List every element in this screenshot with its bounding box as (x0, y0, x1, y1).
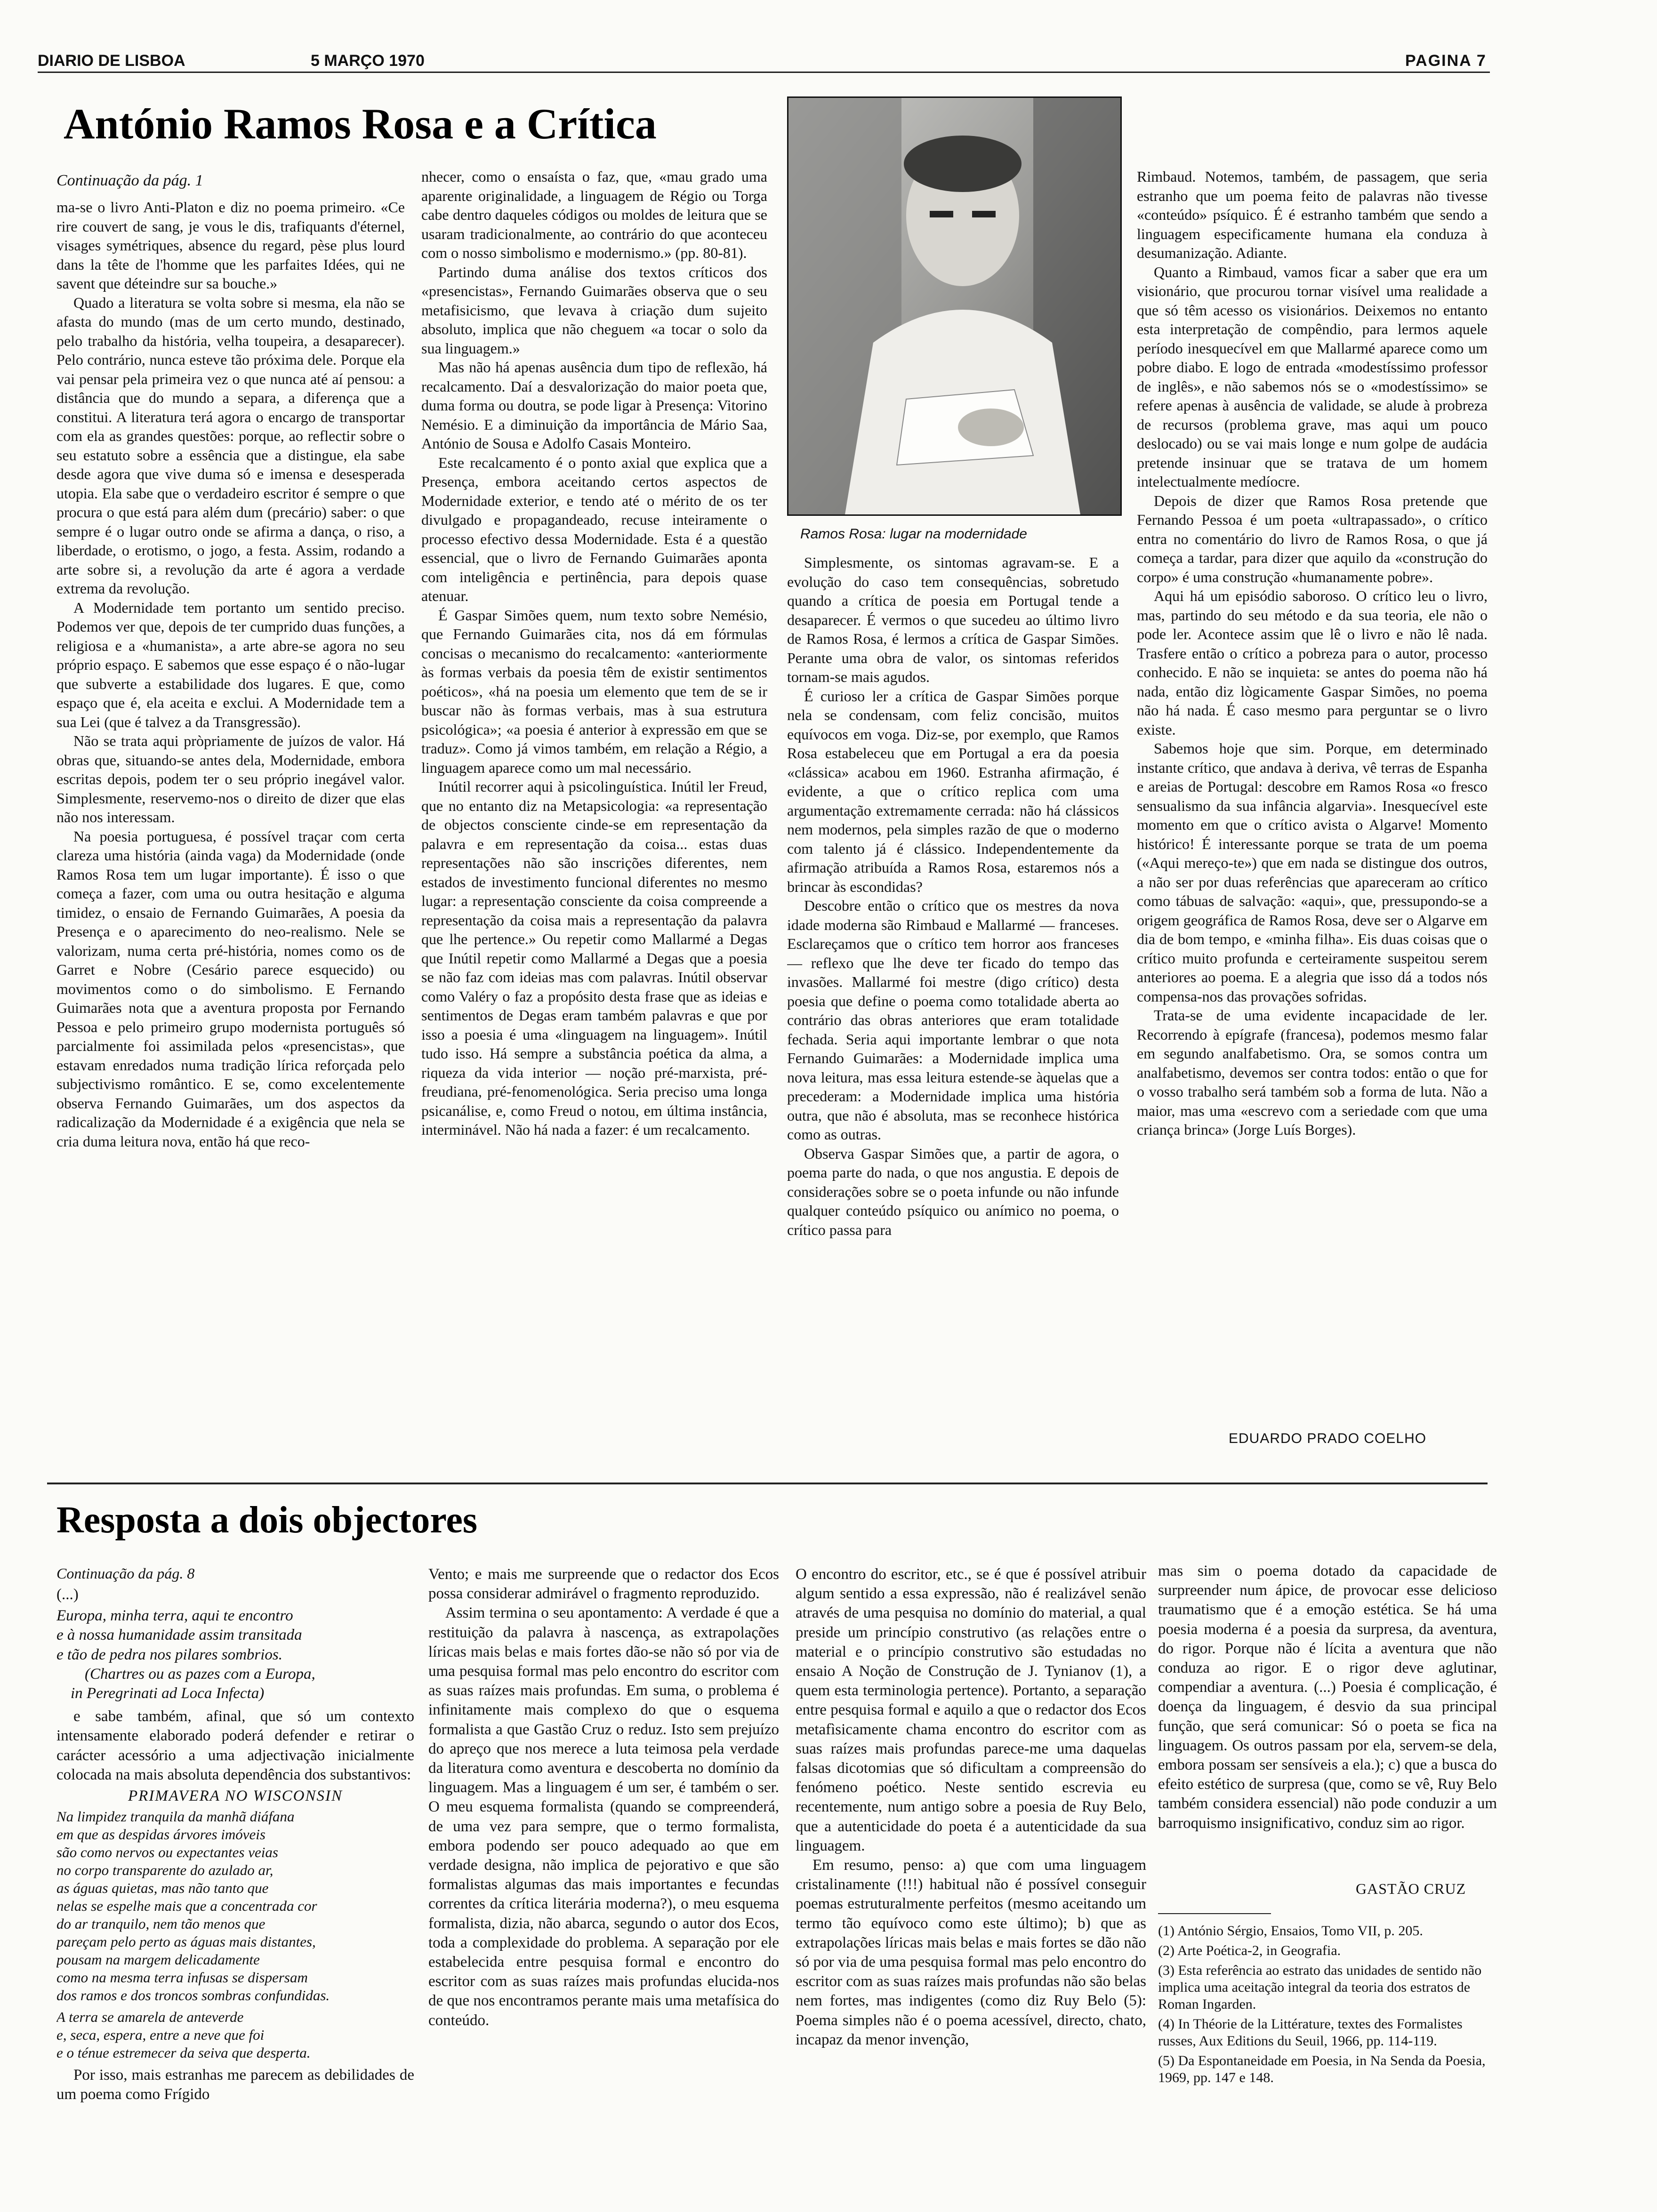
footnote: (4) In Théorie de la Littérature, textes des Formalistes russes, Aux Editions du Seuil, 1966, pp. 114-119. (1158, 2016, 1463, 2049)
paragraph: Observa Gaspar Simões que, a partir de agora, o poema parte do nada, o que nos angustia. E depois de considerações sobre se o poeta infunde ou não infunde qualquer conteúdo psíquico ou anímico no poema, o crítico passa para (787, 1145, 1119, 1238)
paragraph: Na poesia portuguesa, é possível traçar com certa clareza uma história (ainda vaga) da Modernidade (onde Ramos Rosa tem um lugar importante). É isso o que começa a fazer, com uma ou outra hesitação e alguma timidez, o ensaio de Fernando Guimarães, A poesia da Presença e o aparecimento do neo-realismo. Nele se valorizam, numa certa pré-história, nomes como os de Garret e Nobre (Cesário parece esquecido) ou movimentos como o do simbolismo. E Fernando Guimarães nota que a aventura proposta por Fernando Pessoa e pelo primeiro grupo modernista português só parcialmente foi assimilada pelos «presencistas», que estavam enredados numa tradição lírica reforçada pelo subjectivismo romântico. E se, como excelentemente observa Fernando Guimarães, um dos aspectos da radicalização da Modernidade é a exigência que nela se cria duma leitura nova, então há que reco- (56, 827, 405, 1150)
paragraph: Não se trata aqui pròpriamente de juízos de valor. Há obras que, situando-se antes dela, Modernidade, embora escritas depois, podem ter o seu próprio inegável valor. Simplesmente, reservemo-nos o direito de dizer que elas não nos interessam. (56, 732, 405, 825)
author-signature: GASTÃO CRUZ (1356, 1880, 1466, 1897)
continuation-note: Continuação da pág. 8 (56, 1565, 195, 1582)
poem-line: dos ramos e dos troncos sombras confundidas. (56, 1987, 330, 2004)
paragraph: Depois de dizer que Ramos Rosa pretende que Fernando Pessoa é um poeta «ultrapassado», o crítico entra no comentário do livro de Ramos Rosa, o que já começa a tardar, para dizer que aquilo da «construção do corpo» é uma construção «humanamente pobre». (1137, 492, 1488, 585)
footnote: (5) Da Espontaneidade em Poesia, in Na Senda da Poesia, 1969, pp. 147 e 148. (1158, 2053, 1486, 2085)
paragraph: Quanto a Rimbaud, vamos ficar a saber que era um visionário, que procurou tornar visível uma realidade a que só têm acesso os visionários. Deixemos no entanto esta interpretação de compêndio, para lermos aquele período inesquecível em que Mallarmé aparece como um pobre diabo. E logo de entrada «modestíssimo professor de inglês», e não sabemos nós se o «modestíssimo» se refere apenas à ausência de validade, se alude à probreza de recursos (problema grave, mas aqui um pouco deslocado) ou se vai mais longe e num golpe de audácia pretende insinuar que se tratava de um homem intelectualmente medíocre. (1137, 263, 1488, 490)
poem-line: e, seca, espera, entre a neve que foi (56, 2027, 265, 2044)
article2-column-3 (796, 1565, 1146, 2177)
poem-line: Na limpidez tranquila da manhã diáfana (56, 1808, 295, 1825)
page-header (38, 52, 1488, 80)
epigraph-line: (Chartres ou as pazes com a Europa, (85, 1665, 315, 1683)
poem-line: do ar tranquilo, nem tão menos que (56, 1915, 265, 1932)
article1-column-4 (1137, 167, 1488, 1426)
epigraph-line: e tão de pedra nos pilares sombrios. (56, 1646, 283, 1663)
paragraph: Aqui há um episódio saboroso. O crítico leu o livro, mas, partindo do seu método e da sua teoria, ele não o pode ler. Acontece assim que lê o livro e não lê nada. Trasfere então o crítico a pobreza para o autor, processo conhecido. E não se inquieta: se antes do poema não há nada, então diz lògicamente Gaspar Simões, no poema não há nada. É caso mesmo para perguntar se o livro existe. (1137, 587, 1488, 738)
poem-line: A terra se amarela de anteverde (56, 2009, 244, 2026)
footnotes (1158, 1923, 1488, 2089)
paragraph: Trata-se de uma evidente incapacidade de ler. Recorrendo à epígrafe (francesa), podemos mesmo falar em segundo analfabetismo. Ora, se somos contra um analfabetismo, devemos ser contra todos: então o que for o vosso trabalho será também sob a forma de luta. Não a maior, mas uma «escrevo com a seriedade com que uma criança brinca» (Jorge Luís Borges). (1137, 1007, 1488, 1138)
footnote: (1) António Sérgio, Ensaios, Tomo VII, p. 205. (1158, 1923, 1423, 1939)
paragraph: É curioso ler a crítica de Gaspar Simões porque nela se condensam, com feliz concisão, muitos equívocos em voga. Diz-se, por exemplo, que Ramos Rosa estabeleceu que em Portugal a era da poesia «clássica» acabou em 1960. Estranha afirmação, é evidente, a que o crítico replica com uma argumentação extremamente cerrada: não há clássicos nem modernos, pela simples razão de que o moderno com talento já é clássico. Independentemente da afirmação atribuída a Ramos Rosa, estaremos nós a brincar às escondidas? (787, 687, 1119, 895)
article1-column-3 (787, 553, 1119, 1447)
poem-line: em que as despidas árvores imóveis (56, 1826, 265, 1843)
newspaper-name: DIARIO DE LISBOA (38, 52, 185, 70)
paragraph: ma-se o livro Anti-Platon e diz no poema primeiro. «Ce rire couvert de sang, je vous le dis, trafiquants d'éternel, visages symétriques, absence du regard, pèse plus lourd dans la tête de l'homme que les parfaites Idées, qui ne savent que déteindre sur sa bouche.» (56, 199, 405, 292)
article-title-resposta: Resposta a dois objectores (56, 1499, 478, 1541)
poem-line: como na mesma terra infusas se dispersam (56, 1969, 308, 1986)
section-divider (47, 1483, 1488, 1484)
article1-column-2 (421, 167, 767, 1447)
paragraph: Partindo duma análise dos textos críticos dos «presencistas», Fernando Guimarães observa que o seu metafisicismo, que levava à criação dum sujeito absoluto, implica que não cheguem «a tocar o solo da sua linguagem.» (421, 263, 767, 357)
paragraph: Mas não há apenas ausência dum tipo de reflexão, há recalcamento. Daí a desvalorização do maior poeta que, duma forma ou doutra, se pode ligar à Presença: Vitorino Nemésio. E a diminuição da importância de Mário Saa, António de Sousa e Adolfo Casais Monteiro. (421, 359, 767, 452)
photo-caption: Ramos Rosa: lugar na modernidade (800, 526, 1027, 542)
paragraph: Em resumo, penso: a) que com uma linguagem cristalinamente (!!!) habitual não é possível conseguir poemas estruturalmente perfeitos (mesmo aceitando um termo tão equívoco como este último); b) que as extrapolações líricas mais belas e mais fortes se dão não só por via de uma pesquisa formal mas pelo encontro do escritor com as suas raízes mais profundas não são belas nem fortes, mas indigentes (como diz Ruy Belo (5): Poema simples não é o poema acessível, directo, chato, incapaz da menor invenção, (796, 1857, 1146, 2048)
footnote: (2) Arte Poética-2, in Geografia. (1158, 1943, 1341, 1958)
paragraph: Este recalcamento é o ponto axial que explica que a Presença, embora aceitando certos aspectos de Modernidade exterior, e tendo até o mérito de os ter divulgado e propagandeado, recuse inteiramente o processo efectivo dessa Modernidade. Esta é a questão essencial, que o livro de Fernando Guimarães aponta com inteligência e pertinência, para depois quase atenuar. (421, 454, 767, 604)
footnote: (3) Esta referência ao estrato das unidades de sentido não implica uma aceitação integral da teoria dos estratos de Roman Ingarden. (1158, 1963, 1482, 2012)
paragraph: É Gaspar Simões quem, num texto sobre Nemésio, que Fernando Guimarães cita, nos dá em fórmulas concisas o mecanismo do recalcamento: «anteriormente às formas verbais da poesia têm de existir sentimentos poéticos», «há na poesia um elemento que tem de se ir buscar não às formas verbais, mas à sua estrutura psicológica»; «a poesia é anterior à expressão em que se traduz». Como já vimos também, em relação a Régio, a linguagem aparece como um mal necessário. (421, 606, 767, 776)
paragraph: Descobre então o crítico que os mestres da nova idade moderna são Rimbaud e Mallarmé — franceses. Esclareçamos que o crítico tem horror aos franceses — reflexo que lhe deve ter ficado do tempo das invasões. Mallarmé foi mestre (digo crítico) desta poesia que define o poema como totalidade aberta ao contrário das obras anteriores que eram totalidade fechada. Seria aqui importante lembrar o que nota Fernando Guimarães: a Modernidade implica uma nova leitura, mas essa leitura estende-se àquelas que a precederam: a Modernidade implica uma história outra, que não é absoluta, mas se reconhece histórica como as outras. (787, 897, 1119, 1143)
paragraph: A Modernidade tem portanto um sentido preciso. Podemos ver que, depois de ter cumprido duas funções, a religiosa e a «humanista», a arte abre-se agora no seu próprio espaço. E sabemos que esse espaço é o não-lugar que subverte a estabilidade dos lugares. E que, como espaço que é, ela aceita e exclui. A Modernidade tem a sua Lei (que é talvez a da Transgressão). (56, 599, 405, 730)
paragraph: Quado a literatura se volta sobre si mesma, ela não se afasta do mundo (mas de um certo mundo, destinado, pelo trabalho da história, velha toupeira, a desaparecer). Pelo contrário, nunca esteve tão próxima dele. Porque ela vai pensar pela primeira vez o que nunca até aí pensou: a distância que do mundo a separa, a diferença que a constitui. A literatura terá agora o encargo de transportar com ela as grandes questões: porque, ao reflectir sobre o seu estatuto sobre a essência que a distingue, ela sabe desde agora que vive duma só e imensa e desesperada utopia. Ela sabe que o verdadeiro escritor é sempre o que procura o que está para além dum (precário) saber: o que sempre é o lugar outro onde se afirma a dança, o riso, a liberdade, o erotismo, o jogo, a festa. Assim, rodando a arte sobre si, a revolução da arte é agora a verdade extrema da revolução. (56, 294, 405, 597)
header-rule (38, 72, 1490, 73)
ramos-rosa-photo (787, 96, 1122, 516)
epigraph-line: Europa, minha terra, aqui te encontro (56, 1607, 293, 1625)
article1-column-1 (56, 198, 405, 1440)
paragraph: Simplesmente, os sintomas agravam-se. E a evolução do caso tem consequências, sobretudo quando a crítica de poesia em Portugal tende a desaparecer. É vermos o que sucedeu ao último livro de Ramos Rosa, é lermos a crítica de Gaspar Simões. Perante uma obra de valor, os sintomas referidos tornam-se mais agudos. (787, 554, 1119, 685)
paragraph: Assim termina o seu apontamento: A verdade é que a restituição da palavra à nascença, as extrapolações líricas mais belas e mais fortes dão-se não só por via de uma pesquisa formal mas pelo encontro do escritor com as suas raízes mais profundas. Em suma, o problema é infinitamente mais complexo do que o esquema formalista a que Gastão Cruz o reduz. Isto sem prejuízo do apreço que nos merece a luta teimosa pela verdade da literatura como aventura e descoberta no domínio da linguagem. Mas a linguagem é um ser, é também o ser. O meu esquema formalista (quando se compreenderá, de uma vez para sempre, que o termo formalista, embora podendo ser pouco adequado ao que em verdade designa, não implica de pejorativo e que são formalistas algumas das mais importantes e fecundas correntes da crítica literária moderna?), o meu esquema formalista, dizia, não abarca, segundo o autor dos Ecos, toda a complexidade do problema. A separação por ele estabelecida entre pesquisa formal e encontro do escritor com as suas raízes mais profundas elucida-nos de que nos encontramos perante mais uma metafísica do conteúdo. (428, 1604, 779, 2029)
poem-line: pousam na margem delicadamente (56, 1951, 260, 1968)
poem-line: no corpo transparente do azulado ar, (56, 1862, 273, 1879)
epigraph-line: in Peregrinati ad Loca Infecta) (71, 1685, 265, 1702)
paragraph: O encontro do escritor, etc., se é que é possível atribuir algum sentido a essa expressão, não é realizável senão através de uma pesquisa no domínio do material, a qual preside um princípio construtivo (as relações entre o material e o princípio construtivo são estudadas no ensaio A Noção de Construção de J. Tynianov (1), a quem esta terminologia pertence). Portanto, a separação entre pesquisa formal e aquilo a que o redactor dos Ecos metafìsicamente chama encontro do escritor com as suas raízes mais profundas parece-me uma daquelas falsas dicotomias que só dificultam a compreensão do fenómeno poético. Neste sentido escrevia eu recentemente, num antigo sobre a poesia de Ruy Belo, que a autenticidade do poeta é a autenticidade da sua linguagem. (796, 1566, 1146, 1854)
epigraph-line: e à nossa humanidade assim transitada (56, 1627, 302, 1644)
paragraph: Rimbaud. Notemos, também, de passagem, que seria estranho que um poema feito de palavras não tivesse «conteúdo» psíquico. É é estranho também que sendo a linguagem especificamente humana ela conduza à desumanização. Adiante. (1137, 168, 1488, 261)
paragraph: Por isso, mais estranhas me parecem as debilidades de um poema como Frígido (56, 2067, 414, 2103)
paragraph: e sabe também, afinal, que só um contexto intensamente elaborado poderá defender e retirar o carácter acessório a uma adjectivação inicialmente colocada na mais absoluta dependência dos substantivos: (56, 1708, 414, 1783)
paragraph: nhecer, como o ensaísta o faz, que, «mau grado uma aparente originalidade, a linguagem de Régio ou Torga cabe dentro daqueles códigos ou moldes de leitura que se usaram tradicionalmente, ao contrário do que aconteceu com o nosso simbolismo e modernismo.» (pp. 80-81). (421, 168, 767, 261)
article2-column-2 (428, 1565, 779, 2177)
ellipsis: (...) (56, 1586, 79, 1603)
page-number: PAGINA 7 (1405, 52, 1487, 70)
poem-line: e o ténue estremecer da seiva que desperta. (56, 2044, 311, 2061)
paragraph: mas sim o poema dotado da capacidade de surpreender num ápice, de provocar esse delicioso traumatismo que é a emoção estética. Se há uma poesia moderna é a poesia da surpresa, da aventura, do rigor. Porque não é lícita a aventura que não conduza ao rigor. E o rigor deve aglutinar, compendiar a aventura. (...) Poesia é complicação, é doença da linguagem, é desvio da sua principal função, que será comunicar: Só o poeta se fica na linguagem. Os outros passam por ela, servem-se dela, embora possam ser sensíveis a ela.); c) que a busca do efeito estético de surpresa (que, como se vê, Ruy Belo também considera essencial) não pode conduzir a um barroquismo insignificativo, conduz sim ao rigor. (1158, 1563, 1497, 1832)
notes-divider (1158, 1913, 1271, 1914)
paragraph: Sabemos hoje que sim. Porque, em determinado instante crítico, que andava à deriva, vê terras de Espanha e areias de Portugal: descobre em Ramos Rosa «o fresco sensualismo da sua infância algarvia». Inesquecível este momento em que o crítico avista o Algarve! Momento histórico! É interessante porque se trata de um poema («Aqui mereço-te») que em nada se distingue dos outros, a não ser por duas referências que apareceram ao crítico como tábuas de salvação: «aqui», que, pressupondo-se a origem geográfica de Ramos Rosa, deve ser o Algarve em dia de bom tempo, e «minha filha». Eis duas coisas que o crítico muito profunda e certeiramente suspeitou serem anteriores ao poema. E a alegria que isso dá a todos nós compensa-nos das provações sofridas. (1137, 740, 1488, 1005)
poem-title: PRIMAVERA NO WISCONSIN (128, 1787, 343, 1805)
paragraph: Vento; e mais me surpreende que o redactor dos Ecos possa considerar admirável o fragmento reproduzido. (428, 1566, 779, 1603)
continuation-note: Continuação da pág. 1 (56, 172, 203, 189)
poem (56, 1808, 414, 2062)
author-signature: EDUARDO PRADO COELHO (1229, 1431, 1427, 1446)
paragraph: Inútil recorrer aqui à psicolinguística. Inútil ler Freud, que no entanto diz na Metapsicologia: «a representação de objectos consciente cinde-se em representação da palavra e em representação da coisa... estas duas representações não são inscrições diferentes, nem estados de investimento funcional diferentes no mesmo lugar: a representação consciente da coisa compreende a representação da coisa mais a representação da palavra que lhe pertence.» Ou repetir como Mallarmé a Degas que Inútil repetir como Mallarmé a Degas que a poesia se não faz com ideias mas com palavras. Inútil observar como Valéry o faz a propósito desta frase que as ideias e sentimentos de Degas eram também palavras e que por isso a poesia é uma «linguagem na linguagem». Inútil tudo isso. Há sempre a substância poética da alma, a riqueza da vida interior — noção pré-marxista, pré-freudiana, pré-fenomenológica. Seria preciso uma longa psicanálise, e, como Freud o notou, em última instância, interminável. Não há nada a fazer: é um recalcamento. (421, 778, 767, 1138)
article2-column-4 (1158, 1562, 1497, 1872)
poem-line: nelas se espelhe mais que a concentrada cor (56, 1898, 317, 1915)
poem-line: as águas quietas, mas não tanto que (56, 1880, 269, 1897)
epigraph (56, 1606, 414, 1703)
portrait-image (788, 98, 1120, 514)
poem-line: pareçam pelo perto as águas mais distantes, (56, 1933, 316, 1950)
poem-line: são como nervos ou expectantes veias (56, 1844, 278, 1861)
article2-column-1 (56, 1585, 414, 2188)
issue-date: 5 MARÇO 1970 (311, 52, 425, 70)
article-title-ramos-rosa: António Ramos Rosa e a Crítica (64, 100, 657, 148)
